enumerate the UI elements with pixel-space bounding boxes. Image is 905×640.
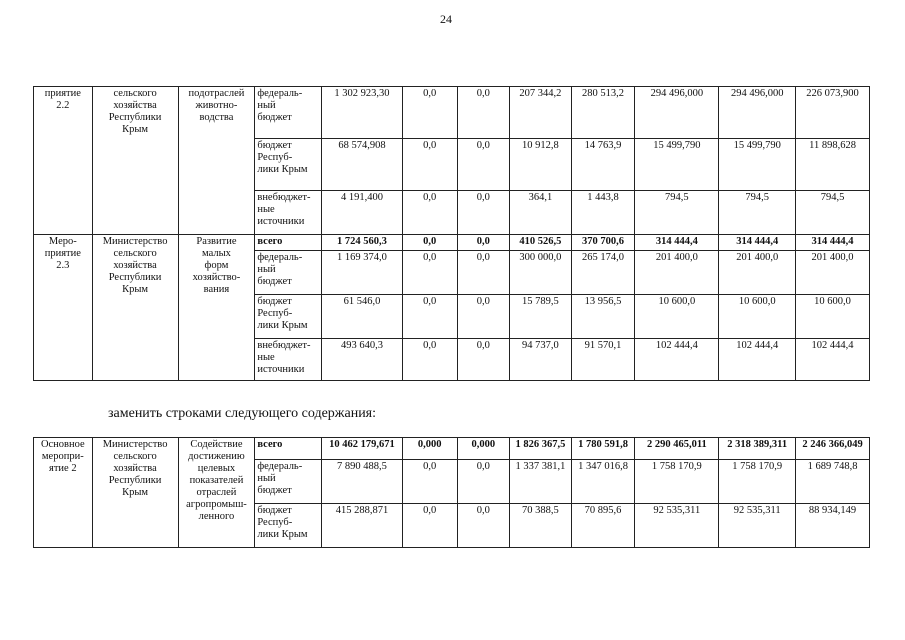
amount-cell: 0,000 — [457, 438, 510, 460]
amount-cell: 10 600,0 — [719, 295, 796, 339]
amount-cell: 0,0 — [402, 87, 457, 139]
amount-cell: 410 526,5 — [510, 235, 572, 251]
funding-source-cell: всего — [255, 235, 322, 251]
amount-cell: 0,0 — [457, 251, 510, 295]
amount-cell: 1 443,8 — [571, 191, 635, 235]
amount-cell: 0,0 — [402, 504, 457, 548]
amount-cell: 14 763,9 — [571, 139, 635, 191]
amount-cell: 2 318 389,311 — [719, 438, 796, 460]
amount-cell: 0,0 — [402, 295, 457, 339]
amount-cell: 300 000,0 — [510, 251, 572, 295]
funding-source-cell: бюджет Респуб- лики Крым — [255, 295, 322, 339]
amount-cell: 280 513,2 — [571, 87, 635, 139]
funding-source-cell: всего — [255, 438, 322, 460]
amount-cell: 10 912,8 — [510, 139, 572, 191]
funding-source-cell: бюджет Респуб- лики Крым — [255, 139, 322, 191]
executor-cell: Министерство сельского хозяйства Республики Крым — [92, 235, 178, 381]
amount-cell: 15 499,790 — [719, 139, 796, 191]
amount-cell: 70 895,6 — [571, 504, 635, 548]
amount-cell: 226 073,900 — [796, 87, 870, 139]
amount-cell: 0,0 — [457, 504, 510, 548]
table-row — [34, 87, 870, 139]
amount-cell: 0,0 — [402, 339, 457, 381]
measure-number-cell: Меро- приятие 2.3 — [34, 235, 93, 381]
amount-cell: 201 400,0 — [719, 251, 796, 295]
measure-number-cell: Основное меропри- ятие 2 — [34, 438, 93, 548]
funding-source-cell: внебюджет- ные источники — [255, 339, 322, 381]
amount-cell: 102 444,4 — [719, 339, 796, 381]
amount-cell: 10 600,0 — [796, 295, 870, 339]
amount-cell: 102 444,4 — [635, 339, 719, 381]
amount-cell: 1 302 923,30 — [322, 87, 403, 139]
amount-cell: 0,0 — [457, 235, 510, 251]
amount-cell: 1 758 170,9 — [719, 460, 796, 504]
funding-source-cell: внебюджет- ные источники — [255, 191, 322, 235]
measure-number-cell: приятие 2.2 — [34, 87, 93, 235]
amount-cell: 201 400,0 — [796, 251, 870, 295]
replace-instruction: заменить строками следующего содержания: — [108, 406, 377, 421]
amount-cell: 13 956,5 — [571, 295, 635, 339]
table-row — [34, 438, 870, 460]
amount-cell: 1 826 367,5 — [510, 438, 572, 460]
funding-source-cell: федераль- ный бюджет — [255, 460, 322, 504]
amount-cell: 370 700,6 — [571, 235, 635, 251]
amount-cell: 1 169 374,0 — [322, 251, 403, 295]
amount-cell: 1 780 591,8 — [571, 438, 635, 460]
amount-cell: 0,0 — [402, 251, 457, 295]
amount-cell: 4 191,400 — [322, 191, 403, 235]
amount-cell: 314 444,4 — [719, 235, 796, 251]
amount-cell: 0,0 — [402, 460, 457, 504]
amount-cell: 92 535,311 — [635, 504, 719, 548]
funding-source-cell: бюджет Респуб- лики Крым — [255, 504, 322, 548]
amount-cell: 1 347 016,8 — [571, 460, 635, 504]
amount-cell: 15 499,790 — [635, 139, 719, 191]
amount-cell: 794,5 — [796, 191, 870, 235]
amount-cell: 92 535,311 — [719, 504, 796, 548]
amount-cell: 0,0 — [402, 139, 457, 191]
amount-cell: 0,0 — [457, 139, 510, 191]
amount-cell: 1 689 748,8 — [796, 460, 870, 504]
funding-source-cell: федераль- ный бюджет — [255, 87, 322, 139]
amount-cell: 68 574,908 — [322, 139, 403, 191]
funding-source-cell: федераль- ный бюджет — [255, 251, 322, 295]
amount-cell: 0,0 — [402, 191, 457, 235]
amount-cell: 1 337 381,1 — [510, 460, 572, 504]
amount-cell: 0,0 — [402, 235, 457, 251]
amount-cell: 2 290 465,011 — [635, 438, 719, 460]
amount-cell: 94 737,0 — [510, 339, 572, 381]
amount-cell: 314 444,4 — [796, 235, 870, 251]
executor-cell: Министерство сельского хозяйства Республики Крым — [92, 438, 178, 548]
measure-name-cell: Содействие достижению целевых показателей отраслей агропромыш- ленного — [178, 438, 255, 548]
amount-cell: 0,000 — [402, 438, 457, 460]
amount-cell: 91 570,1 — [571, 339, 635, 381]
executor-cell: сельского хозяйства Республики Крым — [92, 87, 178, 235]
amount-cell: 10 462 179,671 — [322, 438, 403, 460]
amount-cell: 10 600,0 — [635, 295, 719, 339]
measure-name-cell: подотраслей животно- водства — [178, 87, 255, 235]
amount-cell: 0,0 — [457, 87, 510, 139]
amount-cell: 794,5 — [635, 191, 719, 235]
page-number: 24 — [440, 12, 452, 26]
amount-cell: 0,0 — [457, 295, 510, 339]
amount-cell: 15 789,5 — [510, 295, 572, 339]
amount-cell: 314 444,4 — [635, 235, 719, 251]
table-row — [34, 235, 870, 251]
amount-cell: 7 890 488,5 — [322, 460, 403, 504]
budget-table-1 — [33, 86, 870, 381]
amount-cell: 1 758 170,9 — [635, 460, 719, 504]
amount-cell: 294 496,000 — [719, 87, 796, 139]
amount-cell: 11 898,628 — [796, 139, 870, 191]
amount-cell: 207 344,2 — [510, 87, 572, 139]
amount-cell: 0,0 — [457, 339, 510, 381]
amount-cell: 265 174,0 — [571, 251, 635, 295]
measure-name-cell: Развитие малых форм хозяйство- вания — [178, 235, 255, 381]
amount-cell: 0,0 — [457, 460, 510, 504]
amount-cell: 201 400,0 — [635, 251, 719, 295]
amount-cell: 294 496,000 — [635, 87, 719, 139]
amount-cell: 1 724 560,3 — [322, 235, 403, 251]
amount-cell: 493 640,3 — [322, 339, 403, 381]
amount-cell: 2 246 366,049 — [796, 438, 870, 460]
amount-cell: 364,1 — [510, 191, 572, 235]
amount-cell: 415 288,871 — [322, 504, 403, 548]
amount-cell: 61 546,0 — [322, 295, 403, 339]
amount-cell: 794,5 — [719, 191, 796, 235]
amount-cell: 88 934,149 — [796, 504, 870, 548]
amount-cell: 102 444,4 — [796, 339, 870, 381]
amount-cell: 0,0 — [457, 191, 510, 235]
amount-cell: 70 388,5 — [510, 504, 572, 548]
budget-table-2 — [33, 437, 870, 548]
